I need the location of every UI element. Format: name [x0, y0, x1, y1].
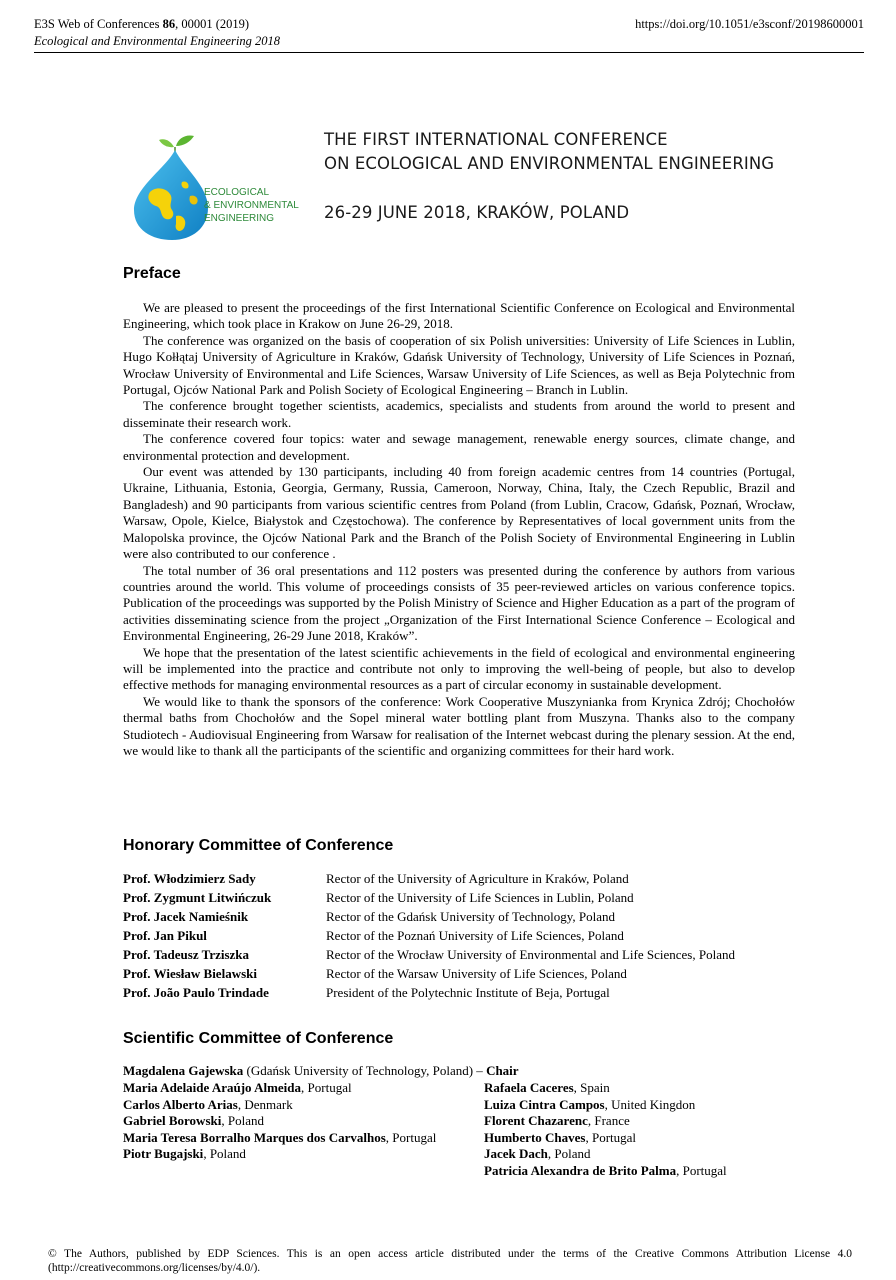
journal-citation [34, 16, 249, 33]
member-country: , Portugal [385, 1129, 437, 1145]
honorary-committee-heading: Honorary Committee of Conference [123, 837, 394, 854]
globe-drop-icon [134, 150, 208, 240]
list-item [123, 1097, 443, 1114]
list-item [123, 1146, 443, 1163]
preface-paragraph: We are pleased to present the proceedings of the first International Scientific Conference on Ecological and Environmental Engineering, which took place in Krakow on June 26-29, 2018. [123, 300, 795, 332]
list-item [484, 1130, 804, 1147]
preface-body [123, 300, 795, 759]
committee-right-column [484, 1080, 804, 1179]
member-name: Gabriel Borowski [123, 1113, 222, 1128]
running-header [34, 16, 864, 53]
logo-text-line1: ECOLOGICAL [204, 187, 270, 198]
member-name: Jacek Dach [484, 1146, 548, 1161]
member-name: Prof. Jan Pikul [123, 928, 207, 943]
journal-volume: 86 [162, 17, 176, 31]
table-row [123, 947, 735, 966]
proceedings-title: Ecological and Environmental Engineering 2018 [34, 34, 281, 48]
doi-link[interactable]: https://doi.org/10.1051/e3sconf/20198600001 [635, 17, 864, 31]
chair-name: Magdalena Gajewska [123, 1063, 244, 1078]
preface-paragraph: The conference brought together scientists, academics, specialists and students from around the world to present and disseminate their research work. [123, 398, 795, 430]
preface-paragraph: The conference covered four topics: water and sewage management, renewable energy sources, climate change, and environmental protection and development. [123, 431, 795, 463]
preface-paragraph: Our event was attended by 130 participants, including 40 from foreign academic centres from 14 countries (Portugal, Ukraine, Lithuania, Estonia, Georgia, Germany, Russia, Cameroon, Norway, China, Italy, the Czech Republic, Brazil and Bangladesh) and 90 participants from various scientific centres from Poland (from Lublin, Cracow, Gdańsk, Poznań, Wrocław, Warsaw, Opole, Kielce, Białystok and Częstochowa). The conference by Representatives of local government units from the Malopolska province, the Ojców National Park and the Branch of the Polish Society of Environmental Engineering in Lublin were also contributed to our conference . [123, 464, 795, 562]
scientific-committee-heading: Scientific Committee of Conference [123, 1030, 394, 1047]
committee-chair [123, 1063, 519, 1080]
conference-logo [126, 130, 308, 242]
list-item [484, 1080, 804, 1097]
member-name: Prof. Włodzimierz Sady [123, 871, 256, 886]
license-footnote: © The Authors, published by EDP Sciences. This is an open access article distributed under the terms of the Creative Commons Attribution License 4.0 (http://creativecommons.org/licenses/by/4.0/). [48, 1248, 852, 1274]
member-name: Piotr Bugajski [123, 1146, 204, 1161]
member-name: Luiza Cintra Campos [484, 1096, 605, 1112]
member-role: Rector of the University of Life Sciences in Lublin, Poland [326, 890, 634, 905]
list-item [484, 1163, 804, 1180]
logo-text-line3: ENGINEERING [204, 213, 275, 224]
list-item [484, 1146, 804, 1163]
logo-text-line2: & ENVIRONMENTAL [204, 200, 299, 211]
member-country: , Poland [221, 1113, 264, 1128]
conference-title-line1: THE FIRST INTERNATIONAL CONFERENCE [324, 130, 668, 149]
member-country: , Portugal [676, 1162, 727, 1178]
preface-paragraph: The conference was organized on the basis of cooperation of six Polish universities: University of Life Sciences in Lublin, Hugo Kołłątaj University of Agriculture in Kraków, Gdańsk University of Technology, University of Life Sciences in Poznań, Wrocław University of Environmental and Life Sciences, Warsaw University of Life Sciences, as well as Beja Polytechnic from Portugal, Ojców National Park and Polish Society of Ecological Engineering – Branch in Lublin. [123, 332, 795, 398]
member-role: Rector of the University of Agriculture in Kraków, Poland [326, 871, 629, 886]
conference-title-line2: ON ECOLOGICAL AND ENVIRONMENTAL ENGINEERING [324, 154, 775, 173]
table-row [123, 871, 735, 890]
member-name: Prof. Wiesław Bielawski [123, 966, 257, 981]
leaf-icon [159, 135, 194, 154]
member-country: , Spain [573, 1080, 610, 1095]
preface-heading: Preface [123, 265, 181, 282]
list-item [123, 1130, 443, 1147]
table-row [123, 985, 735, 1004]
member-name: Prof. Zygmunt Litwińczuk [123, 890, 272, 905]
member-country: , France [587, 1113, 630, 1128]
member-country: , United Kingdon [604, 1096, 696, 1112]
preface-paragraph: We would like to thank the sponsors of the conference: Work Cooperative Muszynianka from Krynica Zdrój; Chochołów thermal baths from Chochołów and the Sopel mineral water bottling plant from Muszyna. Thanks also to the company Studiotech - Audiovisual Engineering from Warsaw for realisation of the Internet webcast during the plenary session. At the end, we would like to thank all the participants of the scientific and organizing committees for their hard work. [123, 693, 795, 758]
list-item [484, 1097, 804, 1114]
member-name: Carlos Alberto Arias [123, 1096, 238, 1112]
committee-left-column [123, 1080, 443, 1163]
member-name: Maria Adelaide Araújo Almeida [123, 1080, 302, 1095]
honorary-committee-table [123, 871, 735, 1004]
member-role: Rector of the Gdańsk University of Technology, Poland [326, 909, 616, 924]
list-item [484, 1113, 804, 1130]
list-item [123, 1113, 443, 1130]
member-name: Prof. João Paulo Trindade [123, 985, 269, 1000]
preface-paragraph: The total number of 36 oral presentations and 112 posters was presented during the conference by authors from various countries around the world. This volume of proceedings consists of 35 peer-reviewed articles on various conference topics. Publication of the proceedings was supported by the Polish Ministry of Science and Higher Education as a part of the program of activities disseminating science from the project „Organization of the First International Science Conference – Ecological and Environmental Engineering, 26-29 June 2018, Kraków”. [123, 562, 795, 644]
article-number: , 00001 (2019) [175, 17, 250, 31]
chair-role: Chair [486, 1063, 519, 1078]
member-name: Rafaela Caceres [484, 1080, 574, 1095]
member-name: Prof. Tadeusz Trziszka [123, 947, 250, 962]
member-country: , Poland [203, 1146, 246, 1161]
member-name: Maria Teresa Borralho Marques dos Carvalhos [123, 1129, 386, 1145]
conference-date-place: 26-29 JUNE 2018, KRAKÓW, POLAND [324, 203, 630, 222]
member-name: Humberto Chaves [484, 1129, 586, 1145]
member-country: , Portugal [585, 1129, 637, 1145]
member-name: Prof. Jacek Namieśnik [123, 909, 249, 924]
journal-name: E3S Web of Conferences [34, 17, 160, 31]
member-role: Rector of the Warsaw University of Life Sciences, Poland [326, 966, 627, 981]
table-row [123, 909, 735, 928]
member-name: Patricia Alexandra de Brito Palma [484, 1162, 677, 1178]
table-row [123, 890, 735, 909]
table-row [123, 928, 735, 947]
member-role: Rector of the Wrocław University of Environmental and Life Sciences, Poland [326, 947, 735, 962]
member-country: , Denmark [237, 1096, 293, 1112]
member-country: , Portugal [301, 1080, 352, 1095]
member-name: Florent Chazarenc [484, 1113, 588, 1128]
member-country: , Poland [547, 1146, 591, 1161]
member-role: Rector of the Poznań University of Life Sciences, Poland [326, 928, 624, 943]
member-role: President of the Polytechnic Institute of Beja, Portugal [326, 985, 610, 1000]
chair-affiliation: (Gdańsk University of Technology, Poland) – [243, 1063, 487, 1078]
preface-paragraph: We hope that the presentation of the latest scientific achievements in the field of ecological and environmental engineering will be implemented into the practice and contribute not only to improving the well-being of people, but also to develop effective methods for managing environmental resources as a part of circular economy in sustainable development. [123, 644, 795, 693]
list-item [123, 1080, 443, 1097]
table-row [123, 966, 735, 985]
